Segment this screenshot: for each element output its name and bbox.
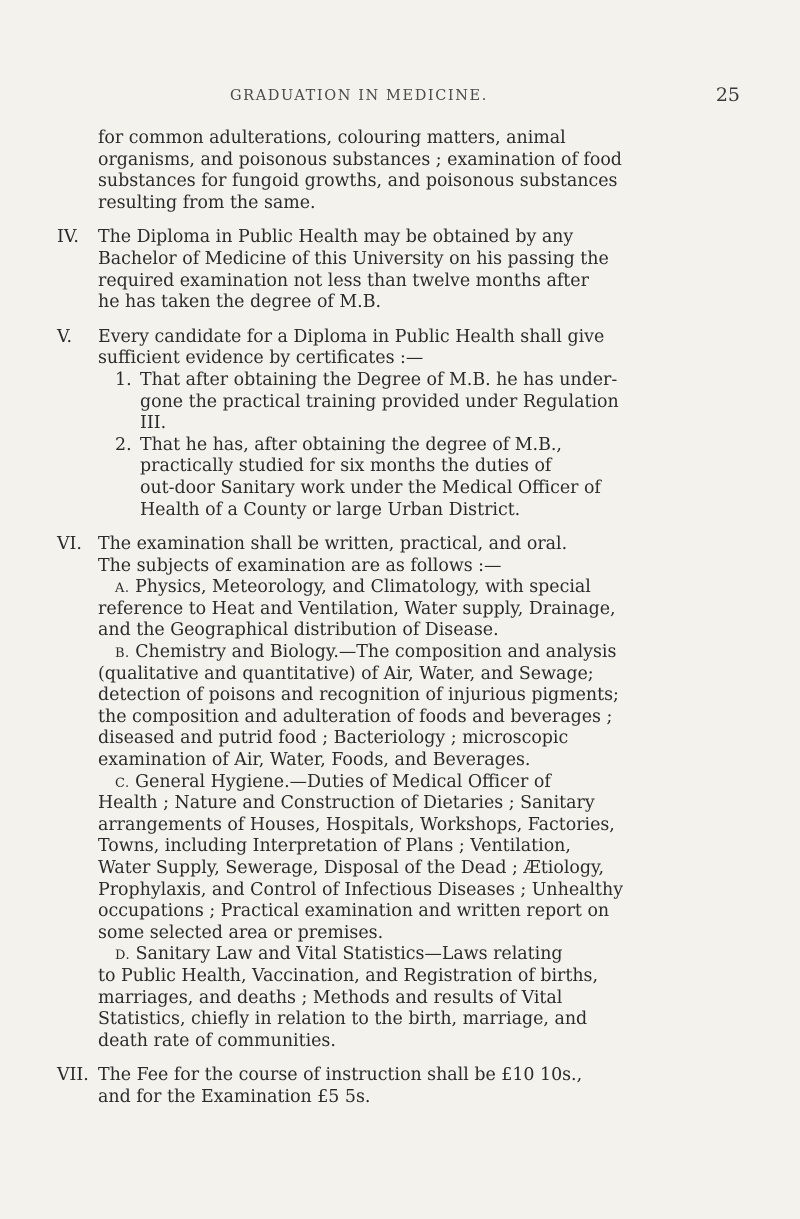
text-line <box>0 435 800 457</box>
text-line: for common adulterations, colouring matters, animal <box>98 128 566 148</box>
text-line: examination of Air, Water, Foods, and Beverages. <box>98 750 531 771</box>
text-line: Water Supply, Sewerage, Disposal of the Dead ; Ætiology, <box>98 858 605 878</box>
text-line <box>0 327 800 349</box>
list-item-1 <box>0 370 800 435</box>
text-line: (qualitative and quantitative) of Air, Water, and Sewage; <box>98 663 594 684</box>
text-line: the composition and adulteration of foods and beverages ; <box>98 706 613 727</box>
text-line-content: Physics, Meteorology, and Climatology, with special <box>135 577 591 598</box>
text-line: substances for fungoid growths, and poisonous substances <box>98 171 618 192</box>
text-line: Bachelor of Medicine of this University on his passing the <box>98 248 609 269</box>
subject-letter: C. <box>115 775 130 791</box>
text-line: Statistics, chiefly in relation to the birth, marriage, and <box>98 1009 588 1030</box>
item-number: 1. <box>115 369 132 390</box>
text-line <box>0 1065 800 1087</box>
section-vii <box>0 1065 800 1108</box>
text-line: required examination not less than twelve months after <box>98 270 589 291</box>
text-line: Prophylaxis, and Control of Infectious Diseases ; Unhealthy <box>98 879 624 900</box>
text-line: The subjects of examination are as follows :— <box>98 555 502 576</box>
section-vi <box>0 534 800 1052</box>
text-line: III. <box>140 413 167 434</box>
text-line: and for the Examination £5 5s. <box>98 1086 371 1107</box>
intro-paragraph <box>0 128 800 214</box>
text-line: detection of poisons and recognition of injurious pigments; <box>98 685 619 706</box>
subject-letter: A. <box>115 581 130 597</box>
text-line: out-door Sanitary work under the Medical Officer of <box>140 477 601 498</box>
text-line <box>0 534 800 556</box>
text-line: Health of a County or large Urban District. <box>140 499 521 520</box>
text-line: reference to Heat and Ventilation, Water supply, Drainage, <box>98 598 616 619</box>
text-line: sufficient evidence by certificates :— <box>98 348 424 369</box>
text-line: marriages, and deaths ; Methods and results of Vital <box>98 987 563 1008</box>
text-line: organisms, and poisonous substances ; examination of food <box>98 149 622 170</box>
text-line: he has taken the degree of M.B. <box>98 292 382 313</box>
text-line: gone the practical training provided under Regulation <box>140 391 619 412</box>
page-number: 25 <box>715 84 740 106</box>
text-line-content: Chemistry and Biology.—The composition and analysis <box>135 642 617 663</box>
subject-c <box>0 772 800 945</box>
section-number: VI. <box>57 534 82 555</box>
section-number: VII. <box>57 1065 89 1086</box>
text-line: Health ; Nature and Construction of Dietaries ; Sanitary <box>98 793 595 814</box>
subject-b <box>0 642 800 772</box>
subject-letter: B. <box>115 646 130 662</box>
text-line-content: Every candidate for a Diploma in Public Health shall give <box>98 326 605 347</box>
section-v <box>0 327 800 521</box>
running-title: GRADUATION IN MEDICINE. <box>230 88 488 104</box>
text-line <box>0 370 800 392</box>
text-line-content: That he has, after obtaining the degree of M.B., <box>140 434 562 455</box>
text-line: practically studied for six months the duties of <box>140 456 552 477</box>
text-line <box>0 772 800 794</box>
text-line: Towns, including Interpretation of Plans ; Ventilation, <box>98 836 571 857</box>
text-line-content: That after obtaining the Degree of M.B. he has under- <box>140 369 618 390</box>
text-line <box>0 944 800 966</box>
text-line-content: General Hygiene.—Duties of Medical Officer of <box>135 771 551 792</box>
section-number: V. <box>57 326 73 347</box>
item-number: 2. <box>115 434 132 455</box>
section-number: IV. <box>57 227 79 248</box>
text-line-content: The Fee for the course of instruction shall be £10 10s., <box>98 1065 583 1086</box>
section-iv <box>0 227 800 313</box>
text-line: arrangements of Houses, Hospitals, Workshops, Factories, <box>98 814 615 835</box>
text-line-content: The Diploma in Public Health may be obtained by any <box>98 227 574 248</box>
running-head <box>0 84 800 110</box>
text-line <box>0 577 800 599</box>
text-line: some selected area or premises. <box>98 922 384 943</box>
text-line: occupations ; Practical examination and written report on <box>98 901 610 922</box>
page-text <box>0 128 800 1109</box>
text-line: to Public Health, Vaccination, and Registration of births, <box>98 965 598 986</box>
text-line: resulting from the same. <box>98 192 316 213</box>
text-line-content: Sanitary Law and Vital Statistics—Laws relating <box>135 944 563 965</box>
list-item-2 <box>0 435 800 521</box>
text-line <box>0 227 800 249</box>
subject-d <box>0 944 800 1052</box>
text-line <box>0 642 800 664</box>
subject-a <box>0 577 800 642</box>
text-line: diseased and putrid food ; Bacteriology ; microscopic <box>98 728 569 749</box>
text-line-content: The examination shall be written, practical, and oral. <box>98 534 568 555</box>
text-line: and the Geographical distribution of Disease. <box>98 620 499 641</box>
subject-letter: D. <box>115 948 131 964</box>
text-line: death rate of communities. <box>98 1030 336 1051</box>
